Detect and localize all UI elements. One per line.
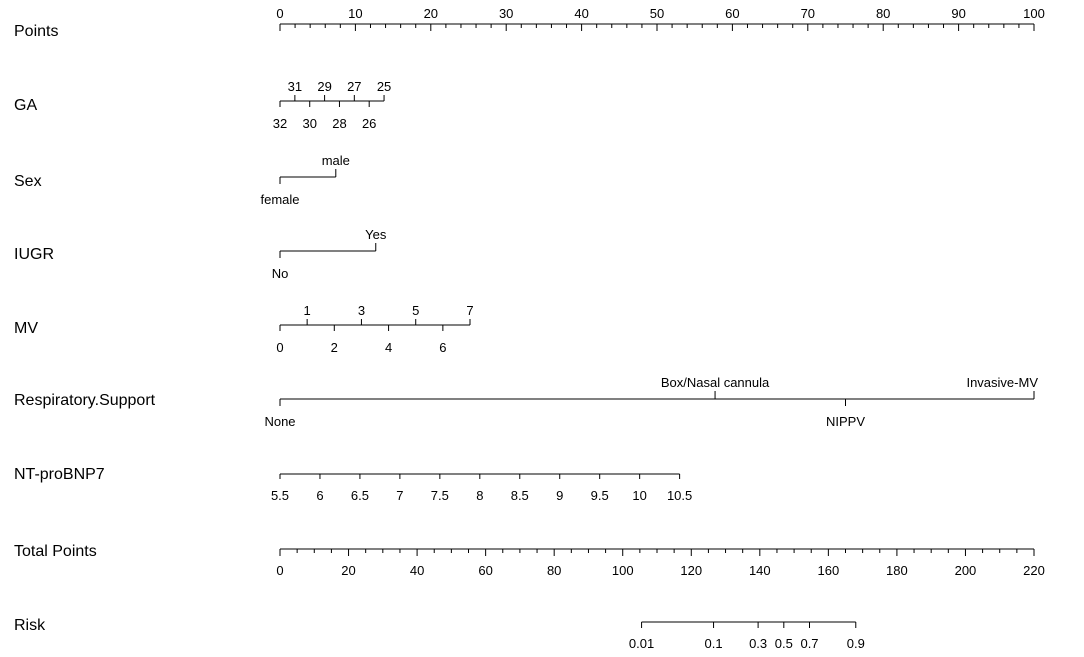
tick-label: 27: [347, 79, 362, 94]
row-label: NT-proBNP7: [14, 466, 105, 483]
tick-label: 1: [303, 303, 311, 318]
level-label: female: [260, 192, 300, 207]
tick-label: 26: [361, 116, 377, 131]
tick-label: 120: [680, 563, 703, 578]
tick-label: 0.9: [846, 636, 865, 651]
level-label: Box/Nasal cannula: [660, 375, 770, 390]
tick-label: 0: [276, 6, 284, 21]
level-label: NIPPV: [825, 414, 866, 429]
row-label: Points: [14, 23, 59, 40]
tick-label: 6.5: [350, 488, 369, 503]
tick-label: 9.5: [590, 488, 609, 503]
level-label: Yes: [365, 227, 387, 242]
tick-label: 40: [574, 6, 589, 21]
tick-label: 0.7: [800, 636, 819, 651]
tick-label: 90: [951, 6, 966, 21]
tick-label: 30: [498, 6, 514, 21]
level-label: None: [264, 414, 296, 429]
row-label: GA: [14, 97, 38, 114]
row-label: Risk: [14, 617, 46, 634]
tick-label: 0: [276, 563, 284, 578]
tick-label: 5: [412, 303, 420, 318]
tick-label: 7: [466, 303, 474, 318]
level-label: male: [321, 153, 350, 168]
tick-label: 10: [348, 6, 363, 21]
tick-label: 100: [611, 563, 634, 578]
tick-label: 3: [357, 303, 366, 318]
tick-label: 5.5: [270, 488, 290, 503]
tick-label: 9: [556, 488, 564, 503]
tick-label: 28: [332, 116, 347, 131]
row-label: Respiratory.Support: [14, 392, 156, 409]
tick-label: 20: [423, 6, 439, 21]
tick-label: 0.3: [749, 636, 768, 651]
level-label: No: [271, 266, 289, 281]
tick-label: 6: [439, 340, 447, 355]
tick-label: 220: [1023, 563, 1045, 578]
tick-label: 7: [396, 488, 404, 503]
tick-label: 6: [316, 488, 324, 503]
level-label: Invasive-MV: [966, 375, 1038, 390]
tick-label: 25: [376, 79, 392, 94]
tick-label: 0.01: [628, 636, 655, 651]
tick-label: 60: [478, 563, 493, 578]
tick-label: 0.1: [704, 636, 723, 651]
tick-label: 50: [649, 6, 665, 21]
tick-label: 20: [341, 563, 356, 578]
tick-label: 8: [476, 488, 484, 503]
tick-label: 40: [409, 563, 425, 578]
tick-label: 32: [272, 116, 288, 131]
row-label: MV: [14, 320, 38, 337]
tick-label: 0: [276, 340, 284, 355]
tick-label: 200: [954, 563, 977, 578]
tick-label: 160: [817, 563, 840, 578]
tick-label: 7.5: [430, 488, 449, 503]
tick-label: 2: [330, 340, 338, 355]
tick-label: 80: [875, 6, 891, 21]
tick-label: 29: [317, 79, 332, 94]
tick-label: 31: [287, 79, 303, 94]
row-label: Sex: [14, 173, 42, 190]
tick-label: 0.5: [774, 636, 793, 651]
row-label: Total Points: [14, 543, 97, 560]
tick-label: 10: [632, 488, 647, 503]
tick-label: 100: [1023, 6, 1045, 21]
tick-label: 4: [384, 340, 393, 355]
tick-label: 80: [546, 563, 562, 578]
tick-label: 30: [302, 116, 317, 131]
tick-label: 60: [725, 6, 740, 21]
tick-label: 140: [748, 563, 771, 578]
tick-label: 10.5: [666, 488, 693, 503]
tick-label: 8.5: [510, 488, 529, 503]
row-label: IUGR: [14, 246, 54, 263]
tick-label: 70: [800, 6, 816, 21]
tick-label: 180: [886, 563, 908, 578]
